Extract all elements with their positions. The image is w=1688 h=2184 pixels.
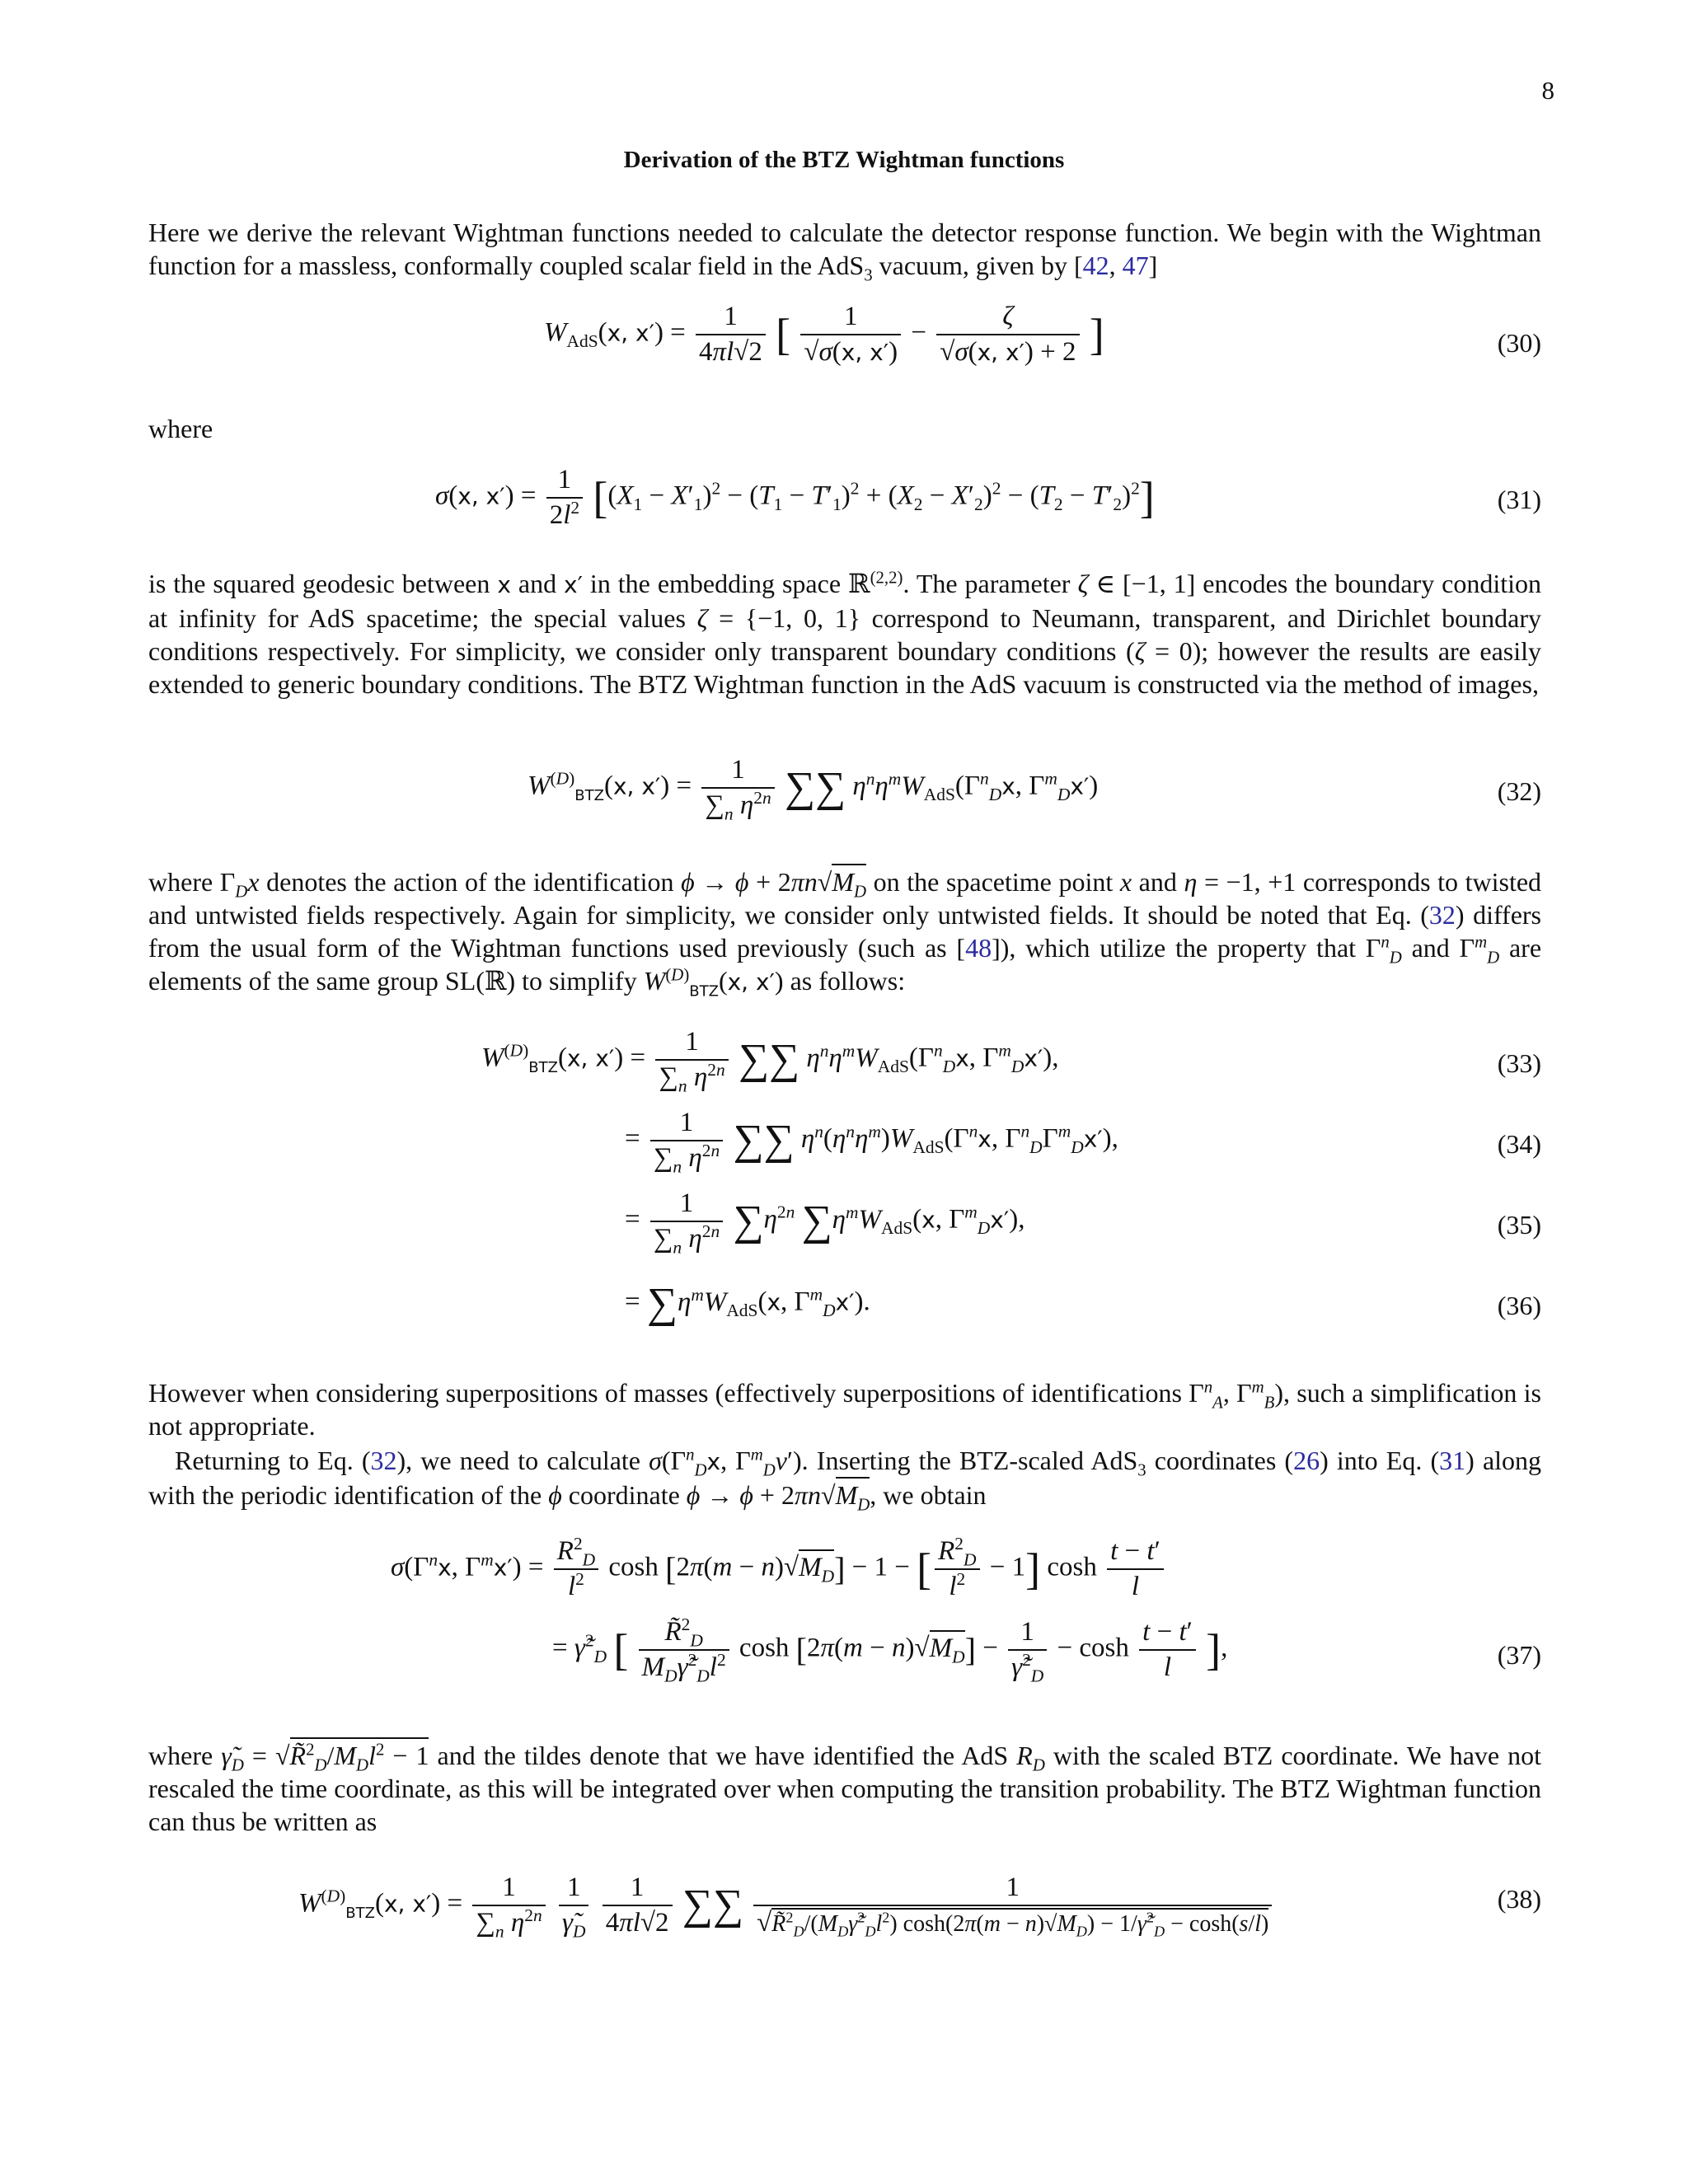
equation-number-34: (34) [1497, 1129, 1541, 1159]
paragraph-returning: Returning to Eq. (32), we need to calculate $\sigma(\Gamma^n_Dx$, $\Gamma^m_Dv'$). Inserting the BTZ-scaled AdS$_3$ coordinates (26) into Eq. (31) along with the periodic identification of the ϕ coordinate $\phi \to \phi + 2\pi n√M_D$, we obtain [148, 1445, 1542, 1515]
equation-38: $W^{(D)}_{BTZ}(x$, x′) = $\frac{1}{\sum_n \eta^{2n}}$ $\frac{1}{\gammã_D}$ $\frac{1}{4\pi l√2}$ ∑∑ $\frac{1}{√R̃^2_D/(M_D\gammã^2_Dl^2) \cosh(2\pi(m - n)√M_D) - 1/\gammã^2_D - \cosh(s/l)}$ (38) [298, 1872, 1541, 1942]
equation-32: $W^{(D)}_{BTZ}(x$, x′) = $\frac{1}{\sum_n \eta^{2n}}$ ∑∑ $\eta^n\eta^mW_{AdS}(\Gamma^n_Dx$, $\Gamma^m_Dx'$) (32) [528, 755, 1541, 824]
paragraph-intro: Here we derive the relevant Wightman functions needed to calculate the detector response function. We begin with the Wightman function for a massless, conformally coupled scalar field in the AdS$_3$ vacuum, given by [42, 47] [148, 218, 1541, 285]
equation-number-36: (36) [1497, 1291, 1541, 1320]
equation-number-35: (35) [1497, 1210, 1541, 1240]
paragraph-geodesic: is the squared geodesic between x and x′ in the embedding space ℝ$^{(2,2)}$. The parameter ζ ∈ [−1, 1] encodes the boundary condition at infinity for AdS spacetime; the special values ζ = {−1, 0, 1} correspond to Neumann, transparent, and Dirichlet boundary conditions respectively. For simplicity, we consider only transparent boundary conditions (ζ = 0); however the results are easily extended to generic boundary conditions. The BTZ Wightman function in the AdS vacuum is constructed via the method of images, [148, 568, 1542, 699]
paragraph-gamma: where $\gammã_D$ = $√R̃^2_D/M_Dl^2 - 1$ and the tildes denote that we have identified the AdS $R_D$ with the scaled BTZ coordinate. We have not rescaled the time coordinate, as this will be integrated over when computing the transition probability. The BTZ Wightman function can thus be written as [148, 1739, 1541, 1838]
equation-37-line-2: = γ̃$^2_D$ [ $\frac{R̃^2_D}{M_D\gammã^2_Dl^2}$ $\cosh [2\pi(m - n)√M_D]$ − $\frac{1}{\gammã^2_D}$ − cosh $\frac{t - t'}{l}$ ], (37) [552, 1615, 1541, 1686]
paragraph-identification: where $\Gamma_Dx$ denotes the action of the identification $\phi \to \phi + 2\pi n√M_D$ on the spacetime point x and η = −1, +1 corresponds to twisted and untwisted fields respectively. Again for simplicity, we consider only untwisted fields. It should be noted that Eq. (32) differs from the usual form of the Wightman functions used previously (such as [48]), which utilize the property that $\Gamma^n_D$ and $\Gamma^m_D$ are elements of the same group SL(ℝ) to simplify $W^{(D)}_{BTZ}(x$, x′) as follows: [148, 865, 1541, 999]
section-title: Derivation of the BTZ Wightman functions [623, 147, 1065, 173]
paragraph-where: where [148, 414, 213, 443]
equation-33: $W^{(D)}_{BTZ}(x$, x′) = $\frac{1}{\sum_n \eta^{2n}}$ ∑∑ $\eta^n\eta^mW_{AdS}(\Gamma^n_Dx$, $\Gamma^m_Dx'$), (33) [481, 1027, 1541, 1096]
equation-37-line-1: $\sigma(\Gamma^nx$, $\Gamma^mx'$) = $\frac{R^2_D}{l^2}$ $\cosh [2\pi(m - n)√M_D] - 1$ − [ $\frac{R^2_D}{l^2}$ − 1] cosh $\frac{t - t'}{l}$ [0, 1572, 1688, 1573]
equation-35: = $\frac{1}{\sum_n \eta^{2n}}$ $\sum\eta^{2n}$ $\sum\eta^mW_{AdS}(x$, $\Gamma^m_Dx'$), (35) [625, 1188, 1541, 1258]
equation-number-38: (38) [1497, 1884, 1541, 1914]
equation-34: = $\frac{1}{\sum_n \eta^{2n}}$ ∑∑ $\eta^n(\eta^n\eta^m)W_{AdS}(\Gamma^nx$, $\Gamma^n_D\Gamma^m_Dx'$), (34) [625, 1108, 1541, 1177]
paragraph-superpositions: However when considering superpositions of masses (effectively superpositions of identifications $\Gamma^n_A$, $\Gamma^m_B$), such a simplification is not appropriate. [148, 1377, 1542, 1441]
equation-number-33: (33) [1497, 1048, 1541, 1078]
page-number: 8 [1541, 76, 1554, 105]
equation-number-32: (32) [1497, 776, 1541, 806]
equation-number-30: (30) [1497, 328, 1541, 358]
equation-30: $W_{AdS}(x$, x′) = $\frac{1}{4\pi l√2}$ [ $\frac{1}{√\sigma(x, x')}$ − $\frac{\zeta}{√\sigma(x, x') + 2}$ ] (30) [544, 302, 1541, 367]
equation-number-31: (31) [1497, 485, 1541, 514]
equation-31: σ(x, x′) = $\frac{1}{2l^2}$ $[(X_1 - X'_1)^2 - (T_1 - T'_1)^2 + (X_2 - X'_2)^2 - (T_2 - T'_2)^2]$ (31) [435, 465, 1541, 530]
equation-36: = $\sum\eta^mW_{AdS}(x$, $\Gamma^m_Dx'$). (36) [625, 1280, 1541, 1327]
equation-number-37: (37) [1497, 1640, 1541, 1670]
